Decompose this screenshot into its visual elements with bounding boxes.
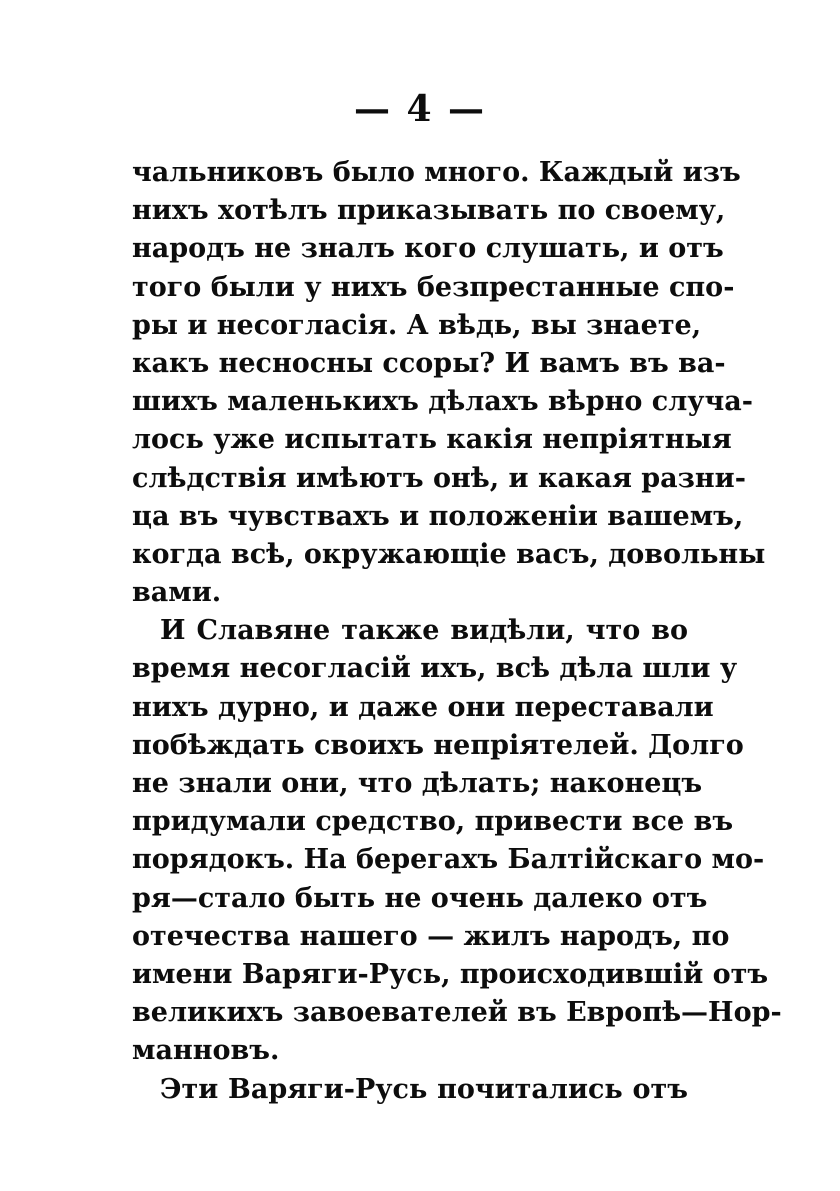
text-line: когда всѣ, окружающіе васъ, довольны [132,538,766,570]
text-line: нихъ хотѣлъ приказывать по своему, [132,195,726,227]
text-line: побѣждать своихъ непріятелей. Долго [132,729,744,761]
text-line: придумали средство, привести все въ [132,806,734,838]
text-line: манновъ. [132,1035,280,1067]
text-line: шихъ маленькихъ дѣлахъ вѣрно случа- [132,386,753,418]
text-line: того были у нихъ безпрестанные спо- [132,271,735,303]
body-text [132,154,782,1109]
text-line: время несогласій ихъ, всѣ дѣла шли у [132,653,738,685]
text-line: слѣдствія имѣютъ онѣ, и какая разни- [132,462,746,494]
text-line: ца въ чувствахъ и положеніи вашемъ, [132,500,744,532]
paragraph-1 [132,154,766,612]
text-line: лось уже испытать какія непріятныя [132,424,732,456]
text-line: народъ не зналъ кого слушать, и отъ [132,233,724,265]
text-line: ря—стало быть не очень далеко отъ [132,882,708,914]
text-line: не знали они, что дѣлать; наконецъ [132,768,703,799]
paragraph-2 [132,612,782,1070]
text-line: вами. [132,577,222,609]
text-line: Эти Варяги-Русь почитались отъ [160,1073,688,1105]
text-line: ры и несогласія. А вѣдь, вы знаете, [132,309,702,341]
text-line: отечества нашего — жилъ народъ, по [132,920,730,952]
text-line: порядокъ. На берегахъ Балтійскаго мо- [132,844,765,876]
text-line: какъ несносны ссоры? И вамъ въ ва- [132,347,726,379]
text-line: великихъ завоевателей въ Европѣ—Нор- [132,997,782,1029]
text-line: чальниковъ было много. Каждый изъ [132,157,741,188]
page-number: — 4 — [353,88,487,130]
paragraph-3 [132,1071,688,1109]
text-line: имени Варяги-Русь, происходившій отъ [132,958,769,990]
text-line: И Славяне также видѣли, что во [160,615,688,647]
text-line: нихъ дурно, и даже они переставали [132,691,714,723]
